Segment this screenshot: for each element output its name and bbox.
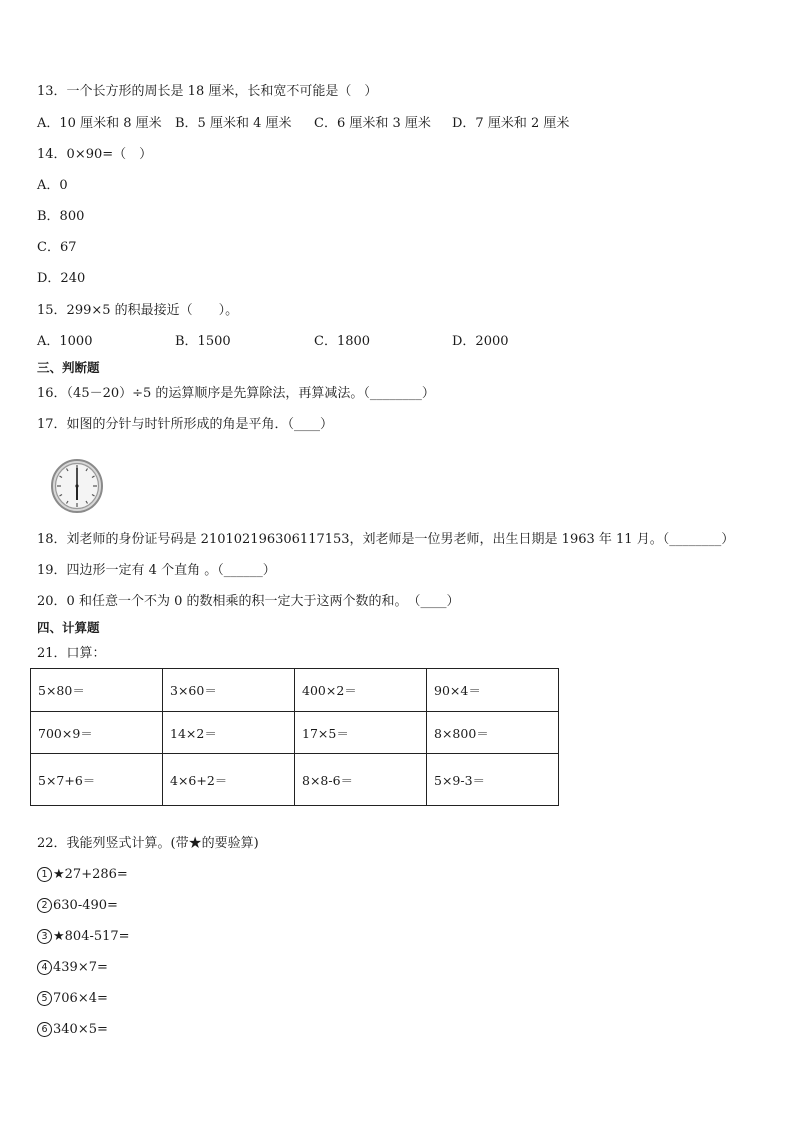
table-cell: 5×7+6＝: [31, 754, 163, 806]
list-item: [37, 1022, 108, 1038]
list-item: [37, 898, 118, 914]
section-4-heading: 四、计算题: [37, 620, 100, 635]
q20: 20．0 和任意一个不为 0 的数相乘的积一定大于这两个数的和。 （____）: [37, 594, 460, 609]
table-cell: 5×80＝: [31, 669, 163, 712]
q21-stem: 21．口算：: [37, 646, 106, 661]
item-text: ★27+286=: [53, 867, 128, 882]
q14-option-a: A．0: [37, 178, 68, 193]
q13-option-b: B．5 厘米和 4 厘米: [175, 116, 292, 131]
item-number-circle: 3: [37, 929, 52, 944]
table-cell: 5×9-3＝: [427, 754, 559, 806]
q15-option-a: A．1000: [37, 334, 93, 349]
q13-option-a: A．10 厘米和 8 厘米: [37, 116, 162, 131]
item-number-circle: 5: [37, 991, 52, 1006]
q15-option-d: D．2000: [452, 334, 509, 349]
table-cell: 90×4＝: [427, 669, 559, 712]
clock-image: [50, 458, 104, 514]
item-number-circle: 6: [37, 1022, 52, 1037]
q22-stem: 22．我能列竖式计算。(带★的要验算): [37, 836, 259, 851]
item-number-circle: 2: [37, 898, 52, 913]
q13-stem: 13．一个长方形的周长是 18 厘米，长和宽不可能是（ ）: [37, 84, 378, 99]
table-row: [31, 669, 559, 712]
table-cell: 4×6+2＝: [163, 754, 295, 806]
table-cell: 17×5＝: [295, 712, 427, 754]
item-text: 706×4=: [53, 991, 108, 1006]
table-row: [31, 712, 559, 754]
table-cell: 8×8-6＝: [295, 754, 427, 806]
item-number-circle: 4: [37, 960, 52, 975]
q16: 16．（45－20）÷5 的运算顺序是先算除法，再算减法。（________）: [37, 386, 435, 401]
q19: 19．四边形一定有 4 个直角 。（______）: [37, 563, 276, 578]
oral-calculation-table: [30, 668, 559, 806]
item-text: 439×7=: [53, 960, 108, 975]
table-row: [31, 754, 559, 806]
list-item: [37, 991, 108, 1007]
q17: 17．如图的分针与时针所形成的角是平角．（____）: [37, 417, 334, 432]
q18: 18．刘老师的身份证号码是 210102196306117153，刘老师是一位男老师，出生日期是 1963 年 11 月。（________）: [37, 532, 735, 547]
table-cell: 700×9＝: [31, 712, 163, 754]
q15-option-b: B．1500: [175, 334, 231, 349]
item-text: 630-490=: [53, 898, 118, 913]
q14-stem: 14．0×90=（ ）: [37, 147, 153, 162]
q15-option-c: C．1800: [314, 334, 371, 349]
item-text: ★804-517=: [53, 929, 130, 944]
q14-option-b: B．800: [37, 209, 85, 224]
table-cell: 14×2＝: [163, 712, 295, 754]
item-number-circle: 1: [37, 867, 52, 882]
q13-option-c: C．6 厘米和 3 厘米: [314, 116, 431, 131]
item-text: 340×5=: [53, 1022, 108, 1037]
list-item: [37, 960, 108, 976]
table-cell: 400×2＝: [295, 669, 427, 712]
q15-stem: 15．299×5 的积最接近（ ）。: [37, 303, 239, 318]
q14-option-c: C．67: [37, 240, 77, 255]
section-3-heading: 三、判断题: [37, 360, 100, 375]
table-cell: 3×60＝: [163, 669, 295, 712]
q13-option-d: D．7 厘米和 2 厘米: [452, 116, 570, 131]
list-item: [37, 867, 128, 883]
list-item: [37, 929, 130, 945]
q14-option-d: D．240: [37, 271, 86, 286]
table-cell: 8×800＝: [427, 712, 559, 754]
